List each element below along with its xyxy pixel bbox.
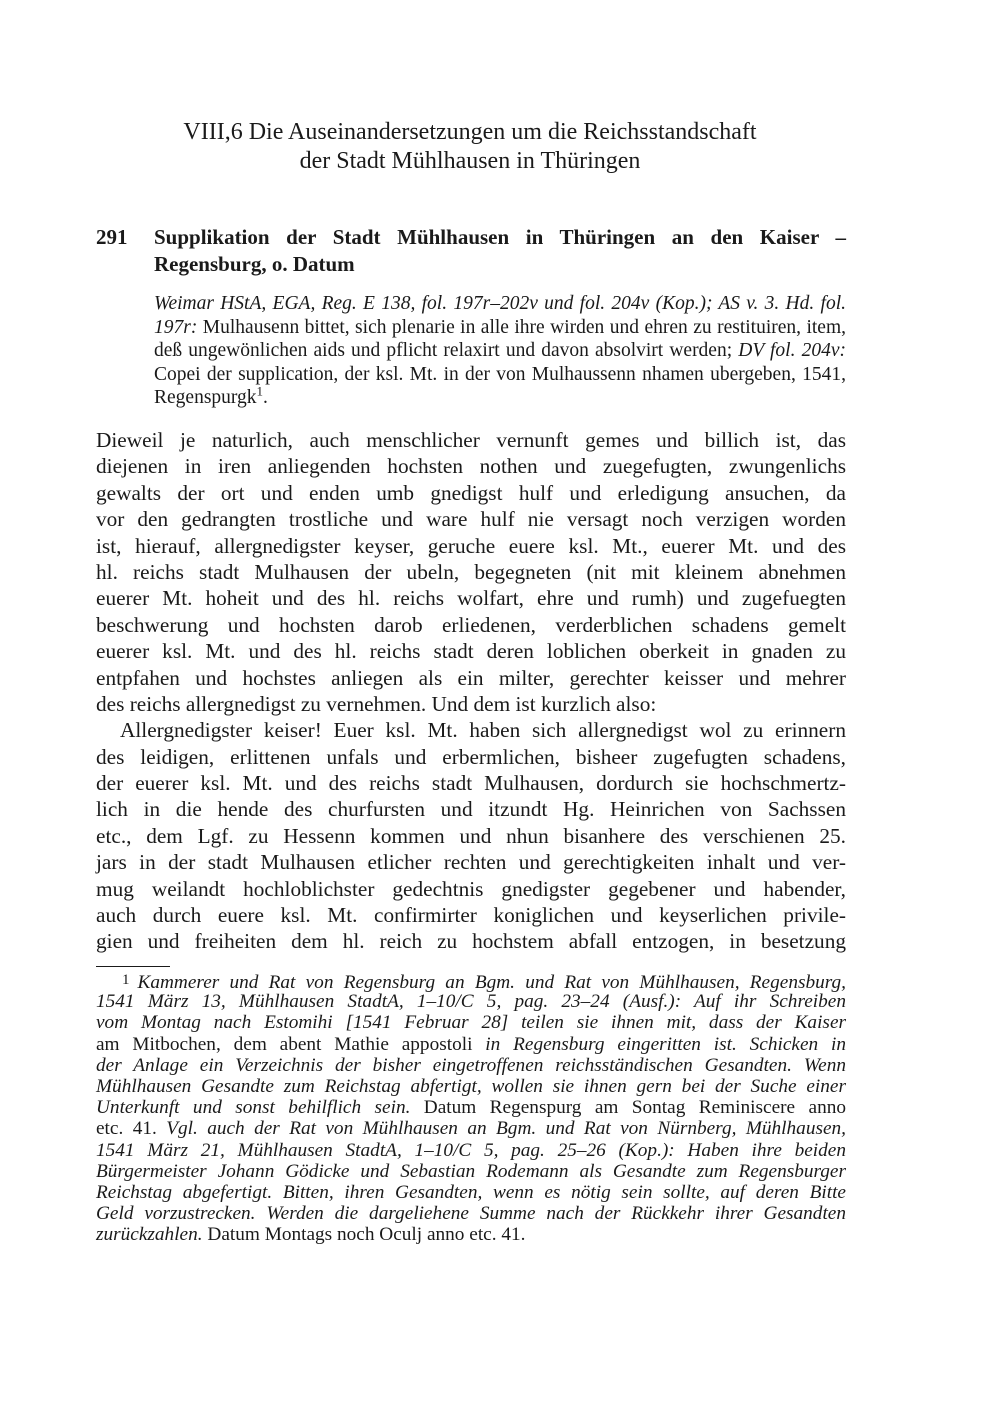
text-line: jars in der stadt Mulhausen etlicher rechten und gerechtigkeiten inhalt und ver- [96,850,846,875]
source-note [154,292,846,410]
text-line: vor den gedrangten trostliche und ware hulf nie versagt noch verzigen worden [96,507,846,532]
source-dv-label: DV fol. 204v: [738,340,846,361]
footnote-segment: Bürgermeister Johann Gödicke und Sebastian Rodemann als Gesandte zum Regensburger [96,1160,846,1182]
footnote-segment: etc. 41. [96,1118,167,1140]
text-line: etc., dem Lgf. zu Hessenn kommen und nhun bisanhere des verschienen 25. [96,823,846,848]
footnote-segment: Vgl. auch der Rat von Mühlhausen an Bgm. und Rat von Nürnberg, Mühlhausen, [166,1118,846,1140]
text-line: des leidigen, erlittenen unfals und erbermlichen, bisheer zugefugten schadens, [96,744,846,769]
footnote-segment: 1541 März 13, Mühlhausen StadtA, 1–10/C 5, pag. 23–24 (Ausf.): Auf ihr Schreiben [96,991,846,1013]
source-summary: Mulhausenn bittet, sich plenarie in alle ihre wirden und ehren zu restituiren, item, deß ungewönlichen aids und pflicht relaxirt und davon absolvirt werden; [154,316,846,361]
footnote-segment: zurückzahlen. [96,1224,203,1246]
footnote-line [96,970,846,991]
footnote-segment: Geld vorzustrecken. Werden die dargeliehene Summe nach der Rückkehr ihrer Gesandten [96,1203,846,1225]
chapter-heading [96,118,844,176]
footnote-segment: Datum Regenspurg am Sontag Reminiscere anno [410,1097,846,1119]
source-dv-text: Copei der supplication, der ksl. Mt. in der von Mulhaussenn nhamen ubergeben, 1541, Regenspurgk [154,363,846,408]
footnote-line [96,1076,846,1097]
text-line: gien und freiheiten dem hl. reich zu hochstem abfall entzogen, in besetzung [96,929,846,954]
footnote-line [96,1224,846,1245]
footnote-segment: Mühlhausen Gesandte zum Reichstag abfertigt, wollen sie ihnen gern bei der Suche einer [96,1075,846,1097]
footnote [96,970,846,1245]
footnote-mark: 1 [122,972,130,988]
footnote-line [96,1161,846,1182]
text-line: Dieweil je naturlich, auch menschlicher vernunft gemes und billich ist, das [96,428,846,452]
footnote-segment: 1541 März 21, Mühlhausen StadtA, 1–10/C 5, pag. 25–26 (Kop.): Haben ihre beiden [96,1139,846,1161]
footnote-segment: vom Montag nach Estomihi [1541 Februar 28] teilen sie ihnen mit, dass der Kaiser [96,1012,846,1034]
footnote-segment: der Anlage ein Verzeichnis der bisher eingetroffenen reichsständischen Gesandten. Wenn [96,1054,846,1076]
text-line: hl. reichs stadt Mulhausen der ubeln, begegneten (nit mit kleinem abnehmen [96,559,846,584]
footnote-line [96,1203,846,1224]
text-line: beschwerung und hochsten darob erliedenen, verderblichen schadens gemelt [96,612,846,637]
footnote-reference[interactable]: 1 [256,383,264,399]
text-line: entpfahen und hochstes anliegen als ein milter, gerechter keisser und mehrer [96,665,846,690]
document-title: Supplikation der Stadt Mühlhausen in Thüringen an den Kaiser – Regensburg, o. Datum [154,225,846,276]
footnote-line [96,1182,846,1203]
main-text [96,427,846,955]
footnote-segment: Datum Montags noch Oculj anno etc. 41. [202,1224,526,1246]
text-line: mug weilandt hochloblichster gedechtnis gnedigster gegebener und habender, [96,876,846,901]
text-line: diejenen in iren anliegenden hochsten nothen und zuegefugten, zwungenlichs [96,454,846,479]
chapter-heading-line-1: VIII,6 Die Auseinandersetzungen um die Reichsstandschaft [183,119,757,145]
footnote-divider [96,966,170,967]
document-number: 291 [96,225,128,249]
footnote-line [96,1012,846,1033]
text-line: des reichs allergnedigst zu vernehmen. Und dem ist kurzlich also: [96,691,657,716]
footnote-segment: Kammerer und Rat von Regensburg an Bgm. und Rat von Mühlhausen, Regensburg, [137,972,846,993]
source-citation: Weimar HStA, EGA, Reg. E 138, fol. 197r–202v und fol. 204v (Kop.); AS v. 3. Hd. fol. 197r: [154,293,846,338]
text-line: ist, hierauf, allergnedigster keyser, geruche euere ksl. Mt., euerer Mt. und des [96,533,846,558]
text-line: euerer Mt. hoheit und des hl. reichs wolfart, ehre und rumh) und zugefuegten [96,586,846,611]
footnote-segment: Reichstag abgefertigt. Bitten, ihren Gesandten, wenn es nötig sein sollte, auf deren Bitte [96,1181,846,1203]
text-line: der euerer ksl. Mt. und des reichs stadt Mulhausen, dordurch sie hochschmertz- [96,771,846,796]
text-line: lich in die hende des churfursten und itzundt Hg. Heinrichen von Sachssen [96,797,846,822]
text-line: euerer ksl. Mt. und des hl. reichs stadt deren loblichen oberkeit in gnaden zu [96,639,846,664]
text-line: auch durch euere ksl. Mt. confirmirter koniglichen und keyserlichen privile- [96,903,846,928]
footnote-line [96,1055,846,1076]
footnote-line [96,1118,846,1139]
document-heading [96,224,846,278]
footnote-line [96,1034,846,1055]
footnote-segment: am Mitbochen, dem abent Mathie appostoli [96,1033,486,1055]
text-line: gewalts der ort und enden umb gnedigst hulf und erledigung ansuchen, da [96,480,846,505]
footnote-line [96,991,846,1012]
text-line: Allergnedigster keiser! Euer ksl. Mt. haben sich allergnedigst wol zu erinnern [120,718,846,743]
footnote-segment: Unterkunft und sonst behilflich sein. [96,1097,411,1119]
chapter-heading-line-2: der Stadt Mühlhausen in Thüringen [299,148,641,174]
footnote-line [96,1097,846,1118]
footnote-line [96,1140,846,1161]
source-end: . [263,387,268,408]
footnote-segment: in Regensburg eingeritten ist. Schicken in [485,1033,846,1055]
